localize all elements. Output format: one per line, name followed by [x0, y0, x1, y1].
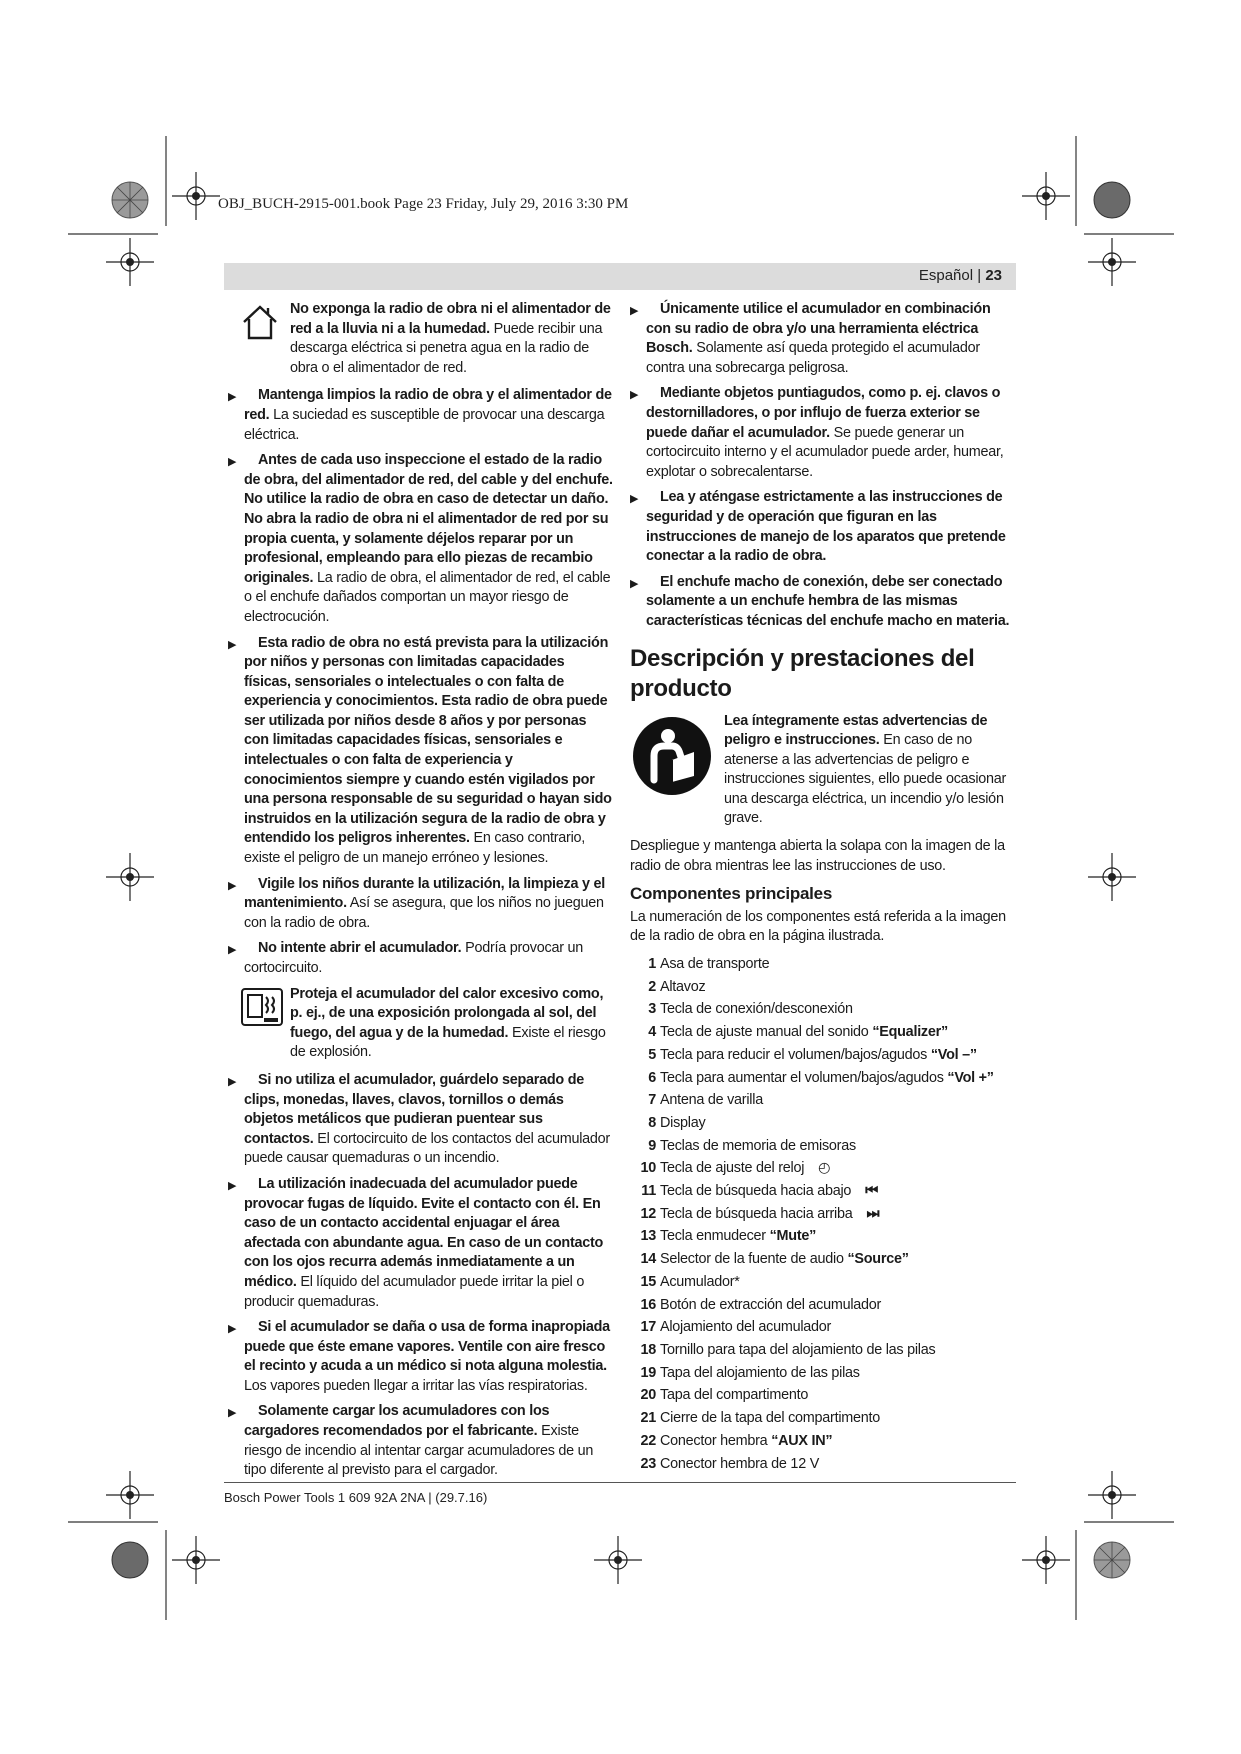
bullet-triangle-icon: ▶ [228, 944, 237, 957]
bullet-bold: El enchufe macho de conexión, debe ser conectado solamente a un enchufe hembra de las mismas características técnicas del enchufe macho en materia. [646, 573, 1010, 629]
list-item [630, 384, 1016, 482]
list-item [228, 1071, 614, 1169]
component-label: Selector de la fuente de audio [660, 1251, 848, 1268]
components-title: Componentes principales [630, 884, 833, 904]
component-item [630, 1453, 1016, 1476]
read-manual-icon [632, 716, 712, 803]
component-label: Teclas de memoria de emisoras [660, 1137, 856, 1154]
list-item [228, 1175, 614, 1312]
header-language: Español [918, 267, 974, 284]
component-label: Tecla para aumentar el volumen/bajos/agudos [660, 1069, 948, 1086]
fold-out-text: Despliegue y mantenga abierta la solapa con la imagen de la radio de obra mientras lee las instrucciones de uso. [630, 838, 1005, 874]
heat-warning-bold: Proteja el acumulador del calor excesivo como, p. ej., de una exposición prolongada al sol, del fuego, del agua y de la humedad. [290, 985, 604, 1041]
component-label: Asa de transporte [660, 956, 770, 973]
component-number: 6 [648, 1069, 656, 1086]
bullet-triangle-icon: ▶ [630, 305, 639, 317]
component-item [630, 1135, 1016, 1158]
component-item [630, 1089, 1016, 1112]
bullet-triangle-icon: ▶ [228, 1323, 237, 1336]
component-key-label: “Vol +” [947, 1069, 994, 1086]
component-item [630, 1362, 1016, 1385]
component-label: Tornillo para tapa del alojamiento de las pilas [660, 1341, 936, 1358]
page-number: 23 [985, 267, 1002, 284]
bullet-triangle-icon: ▶ [228, 1407, 237, 1420]
house-warning [228, 300, 614, 378]
bullet-bold: Esta radio de obra no está prevista para la utilización por niños y personas con limitadas capacidades físicas, sensoriales o intelectuales o con falta de experiencia y conocimientos. Esta radio de obra puede ser utilizada por niños desde 8 años y por personas con limitadas capacidades físicas, sensoriales e intelectuales o con falta de experiencia y conocimientos siempre y cuando estén vigilados por una persona responsable de su seguridad o hayan sido instruidos en la utilización segura de la radio de obra y entendido los peligros inherentes. [244, 634, 612, 847]
bullet-bold: Lea y aténgase estrictamente a las instrucciones de seguridad y de operación que figuran en las instrucciones de manejo de los aparatos que pretende conectar a la radio de obra. [646, 489, 1006, 565]
house-icon [240, 302, 280, 349]
component-item [630, 1180, 1016, 1203]
component-label: Display [660, 1114, 706, 1131]
component-number: 12 [640, 1205, 656, 1222]
component-item [630, 1203, 1016, 1226]
bullet-triangle-icon: ▶ [630, 493, 639, 506]
component-number: 11 [641, 1183, 656, 1200]
bullet-bold: Antes de cada uso inspeccione el estado de la radio de obra, del alimentador de red, del cable y del enchufe. No utilice la radio de obra en caso de detectar un daño. No abra la radio de obra ni el alimentador de red por su propia cuenta, y solamente déjelos reparar por un profesional, empleando para ello piezas de recambio originales. [244, 452, 613, 586]
bullet-text: Podría provocar un cortocircuito. [244, 940, 583, 976]
component-label: Alojamiento del acumulador [660, 1319, 832, 1336]
footer-rule [224, 1482, 1016, 1483]
component-label: Botón de extracción del acumulador [660, 1296, 882, 1313]
component-label: Acumulador* [660, 1273, 740, 1290]
list-item [630, 300, 1016, 378]
page-header [919, 267, 1002, 284]
component-item [630, 1225, 1016, 1248]
bullet-bold: Mantenga limpios la radio de obra y el alimentador de red. [244, 387, 612, 423]
list-item [228, 386, 614, 445]
component-item [630, 1112, 1016, 1135]
list-item [228, 1318, 614, 1396]
bullet-text: La radio de obra, el alimentador de red, el cable o el enchufe dañados comportan un mayor riesgo de electrocución. [244, 569, 611, 625]
read-manual-text: En caso de no atenerse a las advertencias de peligro e instrucciones siguientes, ello puede ocasionar una descarga eléctrica, un incendio y/o lesión grave. [724, 732, 1007, 827]
component-number: 21 [640, 1410, 656, 1427]
component-symbol-icon: ⏮ [865, 1183, 878, 1200]
component-key-label: “Equalizer” [872, 1024, 948, 1041]
bullet-bold: No intente abrir el acumulador. [258, 940, 462, 957]
component-item [630, 998, 1016, 1021]
bullet-triangle-icon: ▶ [228, 879, 237, 892]
component-number: 14 [640, 1251, 656, 1268]
component-item [630, 1044, 1016, 1067]
component-number: 19 [640, 1364, 656, 1381]
bullet-text: Los vapores pueden llegar a irritar las vías respiratorias. [244, 1377, 588, 1394]
component-number: 2 [648, 978, 656, 995]
component-number: 13 [640, 1228, 656, 1245]
read-manual-bold: Lea íntegramente estas advertencias de peligro e instrucciones. [724, 712, 988, 749]
component-item [630, 1271, 1016, 1294]
bullet-text: El cortocircuito de los contactos del acumulador puede causar quemaduras o un incendio. [244, 1130, 610, 1167]
component-number: 1 [648, 956, 656, 973]
house-warning-bold: No exponga la radio de obra ni el alimentador de red a la lluvia ni a la humedad. [290, 301, 611, 337]
header-separator: | [973, 267, 986, 284]
left-column [228, 300, 614, 1487]
bullet-text: Existe riesgo de incendio al intentar cargar acumuladores de un tipo diferente al previsto para el cargador. [244, 1423, 594, 1479]
component-number: 10 [640, 1160, 656, 1177]
bullet-triangle-icon: ▶ [228, 391, 237, 404]
bullet-triangle-icon: ▶ [228, 638, 237, 651]
components-intro: La numeración de los componentes está referida a la imagen de la radio de obra en la página ilustrada. [630, 908, 1006, 945]
bullet-text: El líquido del acumulador puede irritar la piel o producir quemaduras. [244, 1273, 585, 1310]
bullet-bold: Mediante objetos puntiagudos, como p. ej. clavos o destornilladores, o por influjo de fuerza exterior se puede dañar el acumulador. [646, 385, 1001, 441]
bullet-text: Se puede generar un cortocircuito interno y el acumulador puede arder, humear, explotar o sobrecalentarse. [646, 424, 1004, 480]
component-key-label: “AUX IN” [771, 1432, 833, 1449]
component-label: Tapa del compartimento [660, 1387, 809, 1404]
component-label: Tecla de conexión/desconexión [660, 1001, 853, 1018]
list-item [228, 875, 614, 934]
heat-warning-text: Existe el riesgo de explosión. [290, 1024, 606, 1061]
component-label: Conector hembra de 12 V [660, 1455, 820, 1472]
component-number: 17 [640, 1319, 656, 1336]
component-label: Tecla de búsqueda hacia arriba [660, 1205, 853, 1222]
component-number: 8 [648, 1114, 656, 1131]
bullet-triangle-icon: ▶ [228, 1179, 237, 1192]
bullet-text: Solamente así queda protegido el acumulador contra una sobrecarga peligrosa. [646, 340, 980, 376]
list-item [630, 488, 1016, 566]
component-number: 15 [640, 1273, 656, 1290]
bullet-triangle-icon: ▶ [228, 1075, 237, 1088]
list-item [228, 939, 614, 978]
list-item [228, 451, 614, 627]
component-item [630, 1407, 1016, 1430]
right-column [630, 300, 1016, 1475]
component-item [630, 976, 1016, 999]
component-item [630, 1430, 1016, 1453]
component-label: Tecla enmudecer [660, 1228, 770, 1245]
component-number: 20 [640, 1387, 656, 1404]
bullet-text: La suciedad es susceptible de provocar una descarga eléctrica. [244, 406, 605, 443]
bullet-bold: Únicamente utilice el acumulador en combinación con su radio de obra y/o una herramienta eléctrica Bosch. [646, 301, 991, 357]
bullet-text: Así se asegura, que los niños no jueguen con la radio de obra. [244, 895, 604, 931]
battery-heat-icon [240, 987, 284, 1034]
list-item [228, 1402, 614, 1480]
component-item [630, 1157, 1016, 1180]
section-title: Descripción y prestaciones del producto [630, 644, 975, 702]
bullet-triangle-icon: ▶ [630, 577, 639, 590]
component-label: Tapa del alojamiento de las pilas [660, 1364, 860, 1381]
list-item [630, 573, 1016, 632]
component-item [630, 1021, 1016, 1044]
bullet-bold: Solamente cargar los acumuladores con los cargadores recomendados por el fabricante. [244, 1403, 550, 1440]
component-number: 5 [648, 1046, 656, 1063]
component-item [630, 953, 1016, 976]
component-label: Conector hembra [660, 1432, 772, 1449]
component-item [630, 1248, 1016, 1271]
component-label: Tecla para reducir el volumen/bajos/agudos [660, 1046, 931, 1063]
component-label: Antena de varilla [660, 1092, 763, 1109]
read-manual-warning [630, 712, 1016, 830]
page-header-bar [224, 263, 1016, 290]
print-info-line: OBJ_BUCH-2915-001.book Page 23 Friday, July 29, 2016 3:30 PM [218, 196, 629, 212]
component-number: 7 [648, 1092, 656, 1109]
list-item [228, 634, 614, 869]
bullet-triangle-icon: ▶ [228, 456, 237, 469]
component-key-label: “Vol –” [930, 1046, 977, 1063]
component-label: Altavoz [660, 978, 706, 995]
component-number: 16 [640, 1296, 656, 1313]
component-item [630, 1294, 1016, 1317]
bullet-bold: La utilización inadecuada del acumulador puede provocar fugas de líquido. Evite el contacto con él. En caso de un contacto accidental enjuagar el área afectada con abundante agua. En caso de un contacto con los ojos recurra además inmediatamente a un médico. [244, 1175, 604, 1290]
component-symbol-icon: ◴ [818, 1160, 831, 1177]
house-warning-text: Puede recibir una descarga eléctrica si penetra agua en la radio de obra o el alimentador de red. [290, 320, 603, 376]
component-item [630, 1339, 1016, 1362]
components-list [630, 953, 1016, 1475]
component-number: 9 [648, 1137, 656, 1154]
component-symbol-icon: ⏭ [866, 1205, 880, 1222]
heat-warning [228, 985, 614, 1063]
component-item [630, 1384, 1016, 1407]
component-label: Tecla de ajuste manual del sonido [660, 1024, 873, 1041]
component-number: 3 [648, 1001, 656, 1018]
component-number: 18 [640, 1341, 656, 1358]
component-key-label: “Mute” [769, 1228, 817, 1245]
component-key-label: “Source” [847, 1251, 909, 1268]
bullet-bold: Vigile los niños durante la utilización, la limpieza y el mantenimiento. [244, 875, 605, 912]
bullet-bold: Si el acumulador se daña o usa de forma inapropiada puede que éste emane vapores. Ventile con aire fresco el recinto y acuda a un médico si nota alguna molestia. [244, 1319, 610, 1375]
component-label: Tecla de búsqueda hacia abajo [660, 1183, 852, 1200]
component-item [630, 1067, 1016, 1090]
component-number: 4 [648, 1024, 656, 1041]
footer: Bosch Power Tools 1 609 92A 2NA | (29.7.16) [224, 1490, 488, 1505]
component-number: 22 [640, 1432, 656, 1449]
component-number: 23 [640, 1455, 656, 1472]
bullet-triangle-icon: ▶ [630, 389, 639, 402]
component-label: Cierre de la tapa del compartimento [660, 1410, 881, 1427]
component-item [630, 1316, 1016, 1339]
bullet-text: En caso contrario, existe el peligro de un manejo erróneo y lesiones. [244, 830, 586, 867]
component-label: Tecla de ajuste del reloj [660, 1160, 805, 1177]
bullet-bold: Si no utiliza el acumulador, guárdelo separado de clips, monedas, llaves, clavos, tornillos o demás objetos metálicos que pudieran puentear sus contactos. [244, 1071, 585, 1147]
